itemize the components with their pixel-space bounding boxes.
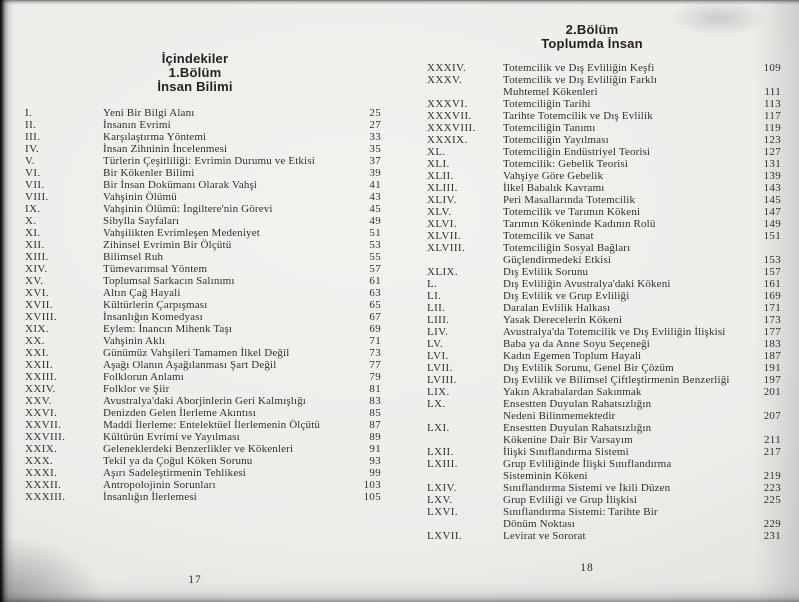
entry-numeral: LI. [427,290,442,302]
entry-page-number: 63 [369,287,381,299]
entry-page-number: 147 [763,206,781,218]
entry-page-number: 55 [369,251,381,263]
toc-entry [427,362,781,374]
toc-entry [25,179,381,191]
entry-page-number: 217 [763,446,781,458]
entry-page-number: 177 [763,326,781,338]
entry-page-number: 191 [763,362,781,374]
entry-title: Geleneklerdeki Benzerlikler ve Kökenleri [103,443,294,455]
toc-entry [25,479,381,491]
entry-title: Toplumsal Sarkacın Salınımı [103,275,235,287]
entry-page-number: 39 [369,167,381,179]
toc-entry [25,419,381,431]
entry-numeral: LIV. [427,326,449,338]
toc-entry [427,446,781,458]
toc-entry [25,467,381,479]
entry-numeral: XXXVII. [427,110,472,122]
toc-entry [427,278,781,290]
entry-title: Vahşiye Göre Gebelik [503,170,604,182]
entry-numeral: XXVIII. [25,431,66,443]
entry-title: Dış Evlilik ve Bilimsel Çiftleştirmenin Benzerliği [503,374,730,386]
entry-title: Tarımın Kökeninde Kadının Rolü [503,218,656,230]
entry-page-number: 223 [763,482,781,494]
entry-title: Avustralya'daki Aborjinlerin Geri Kalmışlığı [103,395,306,407]
right-page-number: 18 [580,562,594,574]
entry-page-number: 171 [763,302,781,314]
entry-numeral: XIX. [25,323,49,335]
entry-page-number: 53 [369,239,381,251]
entry-page-number: 145 [763,194,781,206]
entry-title: Totemcilik ve Tarımın Kökeni [503,206,641,218]
entry-title: Tümevarımsal Yöntem [103,263,208,275]
toc-entry [427,482,781,494]
entry-page-number: 201 [763,386,781,398]
entry-page-number: 197 [763,374,781,386]
entry-page-number: 69 [369,323,381,335]
entry-page-number: 61 [369,275,381,287]
toc-entry [25,263,381,275]
entry-numeral: VIII. [25,191,49,203]
toc-entry [427,230,781,242]
entry-numeral: XLV. [427,206,452,218]
toc-entry [25,143,381,155]
toc-entry [427,170,781,182]
entry-title: Dış Evliliğin Avustralya'daki Kökeni [503,278,671,290]
toc-entry [25,239,381,251]
entry-numeral: XLVI. [427,218,458,230]
entry-page-number: 225 [763,494,781,506]
right-page-header [427,23,781,51]
toc-entry [25,227,381,239]
toc-entry [427,374,781,386]
entry-page-number: 41 [369,179,381,191]
entry-numeral: XLI. [427,158,450,170]
entry-page-number: 153 [763,254,781,266]
entry-title: Folklor ve Şiir [103,383,170,395]
entry-page-number: 143 [763,182,781,194]
entry-title: Kültürün Evrimi ve Yayılması [103,431,240,443]
entry-numeral: XII. [25,239,45,251]
entry-numeral: XV. [25,275,44,287]
entry-page-number: 45 [369,203,381,215]
entry-title: Bir İnsan Dokümanı Olarak Vahşi [103,179,258,191]
entry-page-number: 99 [369,467,381,479]
entry-page-number: 157 [763,266,781,278]
entry-page-number: 139 [763,170,781,182]
entry-numeral: XXIX. [25,443,58,455]
entry-title: Folklorun Anlamı [103,371,184,383]
toc-entry [427,122,781,134]
entry-numeral: LVII. [427,362,453,374]
entry-title: İnsanın Evrimi [103,119,171,131]
entry-title: Dış Evlilik Sorunu [503,266,589,278]
entry-title: İlkel Babalık Kavramı [503,182,605,194]
entry-title: Totemciliğin Tarihi [503,98,591,110]
entry-numeral: LXV. [427,494,453,506]
chapter-1-title: İnsan Bilimi [157,79,233,94]
entry-numeral: XVIII. [25,311,58,323]
entry-title: Totemciliğin Tanımı [503,122,596,134]
entry-numeral: XXXIV. [427,62,467,74]
entry-numeral: LXVI. [427,506,459,518]
entry-title: Zihinsel Evrimin Bir Ölçütü [103,239,232,251]
entry-page-number: 151 [763,230,781,242]
entry-numeral: II. [25,119,37,131]
entry-title: Karşılaştırma Yöntemi [103,131,207,143]
entry-numeral: XXXVI. [427,98,468,110]
entry-title: Denizden Gelen İlerleme Akıntısı [103,407,256,419]
entry-page-number: 33 [369,131,381,143]
entry-numeral: XVII. [25,299,53,311]
entry-numeral: X. [25,215,37,227]
entry-page-number: 37 [369,155,381,167]
toc-entry [25,347,381,359]
entry-title: Kültürlerin Çarpışması [103,299,208,311]
toc-entry [25,359,381,371]
toc-entry [25,371,381,383]
entry-numeral: XXII. [25,359,53,371]
entry-numeral: XLIX. [427,266,459,278]
entry-title: Altın Çağ Hayali [103,287,181,299]
entry-numeral: IV. [25,143,40,155]
toc-entry [25,455,381,467]
entry-page-number: 89 [369,431,381,443]
entry-numeral: LIX. [427,386,450,398]
toc-entry [427,314,781,326]
entry-numeral: LVIII. [427,374,457,386]
toc-entry [427,386,781,398]
entry-title: Dış Evlilik ve Grup Evliliği [503,290,630,302]
entry-numeral: XXV. [25,395,52,407]
entry-page-number: 169 [763,290,781,302]
toc-entry [25,203,381,215]
toc-entry [427,398,781,422]
entry-title: Vahşinin Ölümü [103,191,177,203]
toc-entry [25,335,381,347]
entry-title: Yasak Derecelerin Kökeni [503,314,623,326]
toc-entry [427,422,781,446]
toc-entry [25,287,381,299]
entry-numeral: LIII. [427,314,450,326]
entry-page-number: 65 [369,299,381,311]
toc-entry [25,323,381,335]
entry-title: Totemciliğin Endüstriyel Teorisi [503,146,651,158]
entry-title: Avustralya'da Totemcilik ve Dış Evliliğin İlişkisi [503,326,726,338]
entry-numeral: XXI. [25,347,49,359]
entry-numeral: XLVII. [427,230,462,242]
entry-numeral: III. [25,131,41,143]
entry-title: İnsanlığın Komedyası [103,311,203,323]
entry-numeral: LVI. [427,350,449,362]
entry-numeral: XLVIII. [427,242,466,254]
entry-numeral: LXIV. [427,482,457,494]
entry-title: Totemcilik: Gebelik Teorisi [503,158,629,170]
entry-title: Vahşilikten Evrimleşen Medeniyet [103,227,260,239]
toc-entry [427,458,781,482]
entry-numeral: XX. [25,335,45,347]
entry-numeral: XXXIX. [427,134,468,146]
entry-title: İnsan Zihninin İncelenmesi [103,143,228,155]
toc-entry [25,275,381,287]
entry-page-number: 49 [369,215,381,227]
page-left [25,47,381,592]
toc-entry [25,431,381,443]
entry-numeral: V. [25,155,36,167]
entry-page-number: 25 [369,107,381,119]
toc-entry [427,98,781,110]
toc-entry [25,155,381,167]
entry-numeral: XL. [427,146,446,158]
entry-title: Dış Evlilik Sorunu, Genel Bir Çözüm [503,362,674,374]
entry-title: Antropolojinin Sorunları [103,479,216,491]
entry-numeral: XXVI. [25,407,58,419]
entry-page-number: 109 [763,62,781,74]
entry-numeral: LXVII. [427,530,463,542]
entry-page-number: 183 [763,338,781,350]
entry-page-number: 51 [369,227,381,239]
toc-entry [427,506,781,530]
toc-entry [25,491,381,503]
entry-title: Vahşinin Aklı [103,335,166,347]
entry-title: Ensestten Duyulan Rahatsızlığın Kökenine Dair Bir Varsayım [503,422,652,446]
toc-entry [427,350,781,362]
toc-entry [25,395,381,407]
entry-title: Sibylla Sayfaları [103,215,180,227]
toc-entry [427,266,781,278]
chapter-1-label: 1.Bölüm [168,65,222,80]
toc-list-right [427,62,781,542]
toc-entry [427,74,781,98]
entry-page-number: 83 [369,395,381,407]
toc-entry [25,251,381,263]
toc-entry [427,134,781,146]
entry-title: Aşırı Sadeleştirmenin Tehlikesi [103,467,246,479]
entry-title: Sınıflandırma Sistemi ve İkili Düzen [503,482,671,494]
entry-title: İlişki Sınıflandırma Sistemi [503,446,629,458]
toc-entry [427,326,781,338]
entry-title: Totemcilik ve Dış Evliliğin Keşfi [503,62,655,74]
entry-numeral: LX. [427,398,446,410]
entry-numeral: XXXII. [25,479,62,491]
entry-title: İnsanlığın İlerlemesi [103,491,197,503]
toc-entry [25,443,381,455]
entry-page-number: 207 [763,410,781,422]
entry-title: Yeni Bir Bilgi Alanı [103,107,195,119]
toc-entry [427,302,781,314]
entry-title: Aşağı Olanın Aşağılanması Şart Değil [103,359,277,371]
entry-numeral: LXI. [427,422,450,434]
toc-title: İçindekiler [161,51,229,66]
toc-entry [427,110,781,122]
toc-entry [25,131,381,143]
entry-title: Grup Evliliği ve Grup İlişkisi [503,494,638,506]
entry-page-number: 93 [369,455,381,467]
entry-title: Totemciliğin Sosyal Bağları Güçlendirmedeki Etkisi [503,242,631,266]
entry-page-number: 229 [763,518,781,530]
page-right [427,20,781,592]
toc-entry [427,494,781,506]
entry-page-number: 43 [369,191,381,203]
entry-title: Totemcilik ve Dış Evliliğin Farklı Muhtemel Kökenleri [503,74,658,98]
toc-entry [427,194,781,206]
entry-title: Kadın Egemen Toplum Hayali [503,350,642,362]
entry-page-number: 57 [369,263,381,275]
entry-numeral: XLII. [427,170,454,182]
entry-page-number: 73 [369,347,381,359]
entry-page-number: 127 [763,146,781,158]
entry-title: Tarihte Totemcilik ve Dış Evlilik [503,110,653,122]
entry-numeral: XXXV. [427,74,463,86]
entry-title: Bilimsel Ruh [103,251,164,263]
toc-entry [25,407,381,419]
entry-title: Tekil ya da Çoğul Köken Sorunu [103,455,253,467]
entry-page-number: 71 [369,335,381,347]
entry-page-number: 117 [764,110,781,122]
entry-numeral: XIII. [25,251,49,263]
entry-numeral: XLIV. [427,194,457,206]
entry-numeral: VII. [25,179,45,191]
entry-page-number: 67 [369,311,381,323]
entry-page-number: 81 [369,383,381,395]
toc-entry [25,311,381,323]
entry-title: Levirat ve Sororat [503,530,586,542]
entry-numeral: XIV. [25,263,48,275]
toc-entry [25,215,381,227]
entry-numeral: XXIII. [25,371,58,383]
entry-title: Totemcilik ve Sanat [503,230,594,242]
entry-numeral: L. [427,278,438,290]
toc-entry [427,182,781,194]
entry-title: Günümüz Vahşileri Tamamen İlkel Değil [103,347,290,359]
entry-page-number: 123 [763,134,781,146]
toc-entry [427,290,781,302]
entry-title: Peri Masallarında Totemcilik [503,194,636,206]
entry-page-number: 113 [764,98,781,110]
entry-title: Türlerin Çeşitliliği: Evrimin Durumu ve Etkisi [103,155,315,167]
entry-numeral: LXII. [427,446,454,458]
entry-page-number: 27 [369,119,381,131]
entry-numeral: XXXIII. [25,491,66,503]
chapter-2-label: 2.Bölüm [565,22,619,37]
chapter-2-title: Toplumda İnsan [541,36,643,51]
entry-page-number: 211 [764,434,781,446]
toc-entry [25,383,381,395]
entry-page-number: 149 [763,218,781,230]
toc-list-left [25,107,381,503]
left-page-header [25,52,381,94]
entry-page-number: 231 [763,530,781,542]
toc-entry [427,338,781,350]
entry-title: Totemciliğin Yayılması [503,134,609,146]
entry-page-number: 173 [763,314,781,326]
entry-numeral: LV. [427,338,444,350]
entry-page-number: 85 [369,407,381,419]
toc-entry [427,218,781,230]
entry-title: Sınıflandırma Sistemi: Tarihte Bir Dönüm Noktası [503,506,658,530]
entry-page-number: 111 [764,86,781,98]
toc-entry [427,158,781,170]
entry-page-number: 79 [369,371,381,383]
entry-numeral: XXVII. [25,419,62,431]
entry-title: Daralan Evlilik Halkası [503,302,611,314]
entry-page-number: 91 [369,443,381,455]
entry-page-number: 87 [369,419,381,431]
entry-title: Vahşinin Ölümü: İngiltere'nin Görevi [103,203,273,215]
entry-title: Bir Kökenler Bilimi [103,167,195,179]
entry-page-number: 119 [764,122,781,134]
entry-numeral: XXX. [25,455,54,467]
entry-page-number: 103 [363,479,381,491]
entry-numeral: XXIV. [25,383,56,395]
entry-page-number: 131 [763,158,781,170]
left-page-number: 17 [188,574,202,586]
entry-numeral: VI. [25,167,41,179]
entry-numeral: XLIII. [427,182,458,194]
entry-page-number: 77 [369,359,381,371]
entry-numeral: IX. [25,203,41,215]
toc-entry [427,146,781,158]
entry-numeral: XVI. [25,287,49,299]
toc-entry [25,299,381,311]
entry-numeral: XXXVIII. [427,122,476,134]
entry-title: Ensestten Duyulan Rahatsızlığın Nedeni Bilinmemektedir [503,398,652,422]
toc-entry [427,62,781,74]
entry-page-number: 187 [763,350,781,362]
entry-numeral: LII. [427,302,446,314]
entry-page-number: 219 [763,470,781,482]
toc-entry [25,167,381,179]
entry-numeral: XXXI. [25,467,58,479]
entry-numeral: XI. [25,227,41,239]
toc-entry [25,107,381,119]
entry-title: Grup Evliliğinde İlişki Sınıflandırma Sisteminin Kökeni [503,458,672,482]
entry-page-number: 105 [363,491,381,503]
entry-title: Yakın Akrabalardan Sakınmak [503,386,642,398]
entry-title: Eylem: İnancın Mihenk Taşı [103,323,233,335]
entry-title: Maddi İlerleme: Entelektüel İlerlemenin Ölçütü [103,419,321,431]
entry-numeral: LXIII. [427,458,458,470]
toc-entry [427,242,781,266]
toc-entry [25,191,381,203]
toc-entry [25,119,381,131]
toc-entry [427,530,781,542]
entry-page-number: 35 [369,143,381,155]
entry-title: Baba ya da Anne Soyu Seçeneği [503,338,651,350]
entry-numeral: I. [25,107,33,119]
entry-page-number: 161 [763,278,781,290]
toc-entry [427,206,781,218]
